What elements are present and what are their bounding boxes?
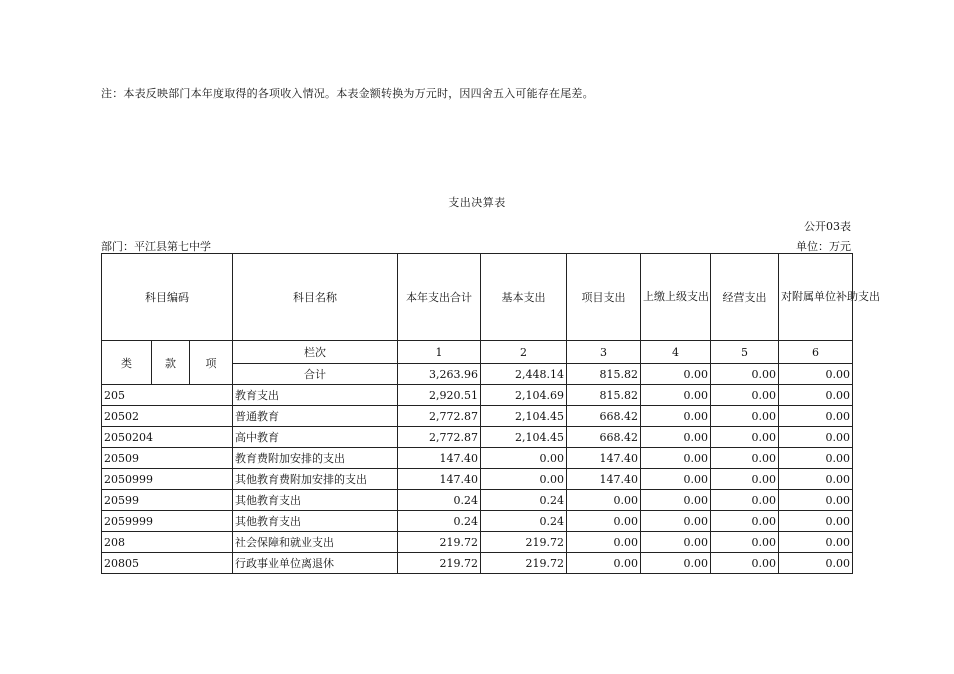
table-note: 注：本表反映部门本年度取得的各项收入情况。本表金额转换为万元时，因四舍五入可能存在尾差。	[101, 87, 594, 100]
row-code: 20509	[102, 448, 233, 469]
row-project: 668.42	[567, 427, 641, 448]
sum-upper: 0.00	[641, 364, 711, 385]
header-lanci: 栏次	[233, 341, 398, 364]
sum-business: 0.00	[711, 364, 779, 385]
sum-project: 815.82	[567, 364, 641, 385]
header-row	[102, 254, 853, 341]
table-row	[102, 385, 853, 406]
row-project: 0.00	[567, 511, 641, 532]
row-upper: 0.00	[641, 385, 711, 406]
row-subsidy: 0.00	[779, 532, 853, 553]
row-upper: 0.00	[641, 448, 711, 469]
header-xiang: 项	[190, 341, 233, 385]
row-upper: 0.00	[641, 511, 711, 532]
row-upper: 0.00	[641, 490, 711, 511]
row-code: 2050999	[102, 469, 233, 490]
row-basic: 219.72	[481, 532, 567, 553]
row-upper: 0.00	[641, 406, 711, 427]
row-name: 其他教育费附加安排的支出	[233, 469, 398, 490]
row-code: 208	[102, 532, 233, 553]
table-row	[102, 448, 853, 469]
form-number: 公开03表	[804, 220, 851, 233]
table-row	[102, 469, 853, 490]
row-basic: 0.24	[481, 490, 567, 511]
row-basic: 0.00	[481, 469, 567, 490]
col-index-5: 5	[711, 341, 779, 364]
row-project: 147.40	[567, 469, 641, 490]
row-total: 2,920.51	[398, 385, 481, 406]
header-upper: 上缴上级支出	[641, 254, 711, 341]
sum-basic: 2,448.14	[481, 364, 567, 385]
row-business: 0.00	[711, 448, 779, 469]
header-subsidy: 对附属单位补助支出	[779, 254, 853, 341]
row-name: 社会保障和就业支出	[233, 532, 398, 553]
row-subsidy: 0.00	[779, 490, 853, 511]
expenditure-table	[101, 253, 881, 574]
unit-label: 单位：万元	[796, 240, 851, 253]
row-subsidy: 0.00	[779, 469, 853, 490]
row-total: 147.40	[398, 448, 481, 469]
row-business: 0.00	[711, 511, 779, 532]
row-code: 20805	[102, 553, 233, 574]
sum-total: 3,263.96	[398, 364, 481, 385]
sum-subsidy: 0.00	[779, 364, 853, 385]
row-project: 0.00	[567, 532, 641, 553]
row-basic: 0.24	[481, 511, 567, 532]
col-index-6: 6	[779, 341, 853, 364]
row-subsidy: 0.00	[779, 553, 853, 574]
row-upper: 0.00	[641, 532, 711, 553]
row-total: 0.24	[398, 511, 481, 532]
row-basic: 2,104.45	[481, 427, 567, 448]
table-row	[102, 427, 853, 448]
row-basic: 2,104.69	[481, 385, 567, 406]
row-code: 2050204	[102, 427, 233, 448]
header-kuan: 款	[152, 341, 190, 385]
row-name: 高中教育	[233, 427, 398, 448]
table-row	[102, 532, 853, 553]
row-subsidy: 0.00	[779, 385, 853, 406]
sum-label: 合计	[233, 364, 398, 385]
col-index-3: 3	[567, 341, 641, 364]
col-index-1: 1	[398, 341, 481, 364]
table-row	[102, 490, 853, 511]
department-label: 部门：平江县第七中学	[101, 240, 211, 253]
row-name: 教育费附加安排的支出	[233, 448, 398, 469]
row-business: 0.00	[711, 553, 779, 574]
table-row	[102, 553, 853, 574]
row-upper: 0.00	[641, 469, 711, 490]
row-code: 20502	[102, 406, 233, 427]
header-code: 科目编码	[102, 254, 233, 341]
row-project: 668.42	[567, 406, 641, 427]
row-basic: 0.00	[481, 448, 567, 469]
row-total: 147.40	[398, 469, 481, 490]
col-index-4: 4	[641, 341, 711, 364]
row-subsidy: 0.00	[779, 427, 853, 448]
row-project: 147.40	[567, 448, 641, 469]
row-subsidy: 0.00	[779, 406, 853, 427]
row-total: 219.72	[398, 532, 481, 553]
row-project: 0.00	[567, 553, 641, 574]
col-index-2: 2	[481, 341, 567, 364]
row-total: 2,772.87	[398, 406, 481, 427]
row-basic: 219.72	[481, 553, 567, 574]
row-business: 0.00	[711, 490, 779, 511]
row-name: 其他教育支出	[233, 511, 398, 532]
row-name: 教育支出	[233, 385, 398, 406]
row-subsidy: 0.00	[779, 448, 853, 469]
header-project: 项目支出	[567, 254, 641, 341]
row-subsidy: 0.00	[779, 511, 853, 532]
header-business: 经营支出	[711, 254, 779, 341]
table-row	[102, 406, 853, 427]
row-code: 2059999	[102, 511, 233, 532]
row-business: 0.00	[711, 385, 779, 406]
row-name: 行政事业单位离退休	[233, 553, 398, 574]
row-business: 0.00	[711, 427, 779, 448]
row-project: 0.00	[567, 490, 641, 511]
header-lei: 类	[102, 341, 152, 385]
row-total: 219.72	[398, 553, 481, 574]
page-title: 支出决算表	[448, 196, 506, 209]
row-name: 普通教育	[233, 406, 398, 427]
row-upper: 0.00	[641, 553, 711, 574]
row-code: 205	[102, 385, 233, 406]
row-business: 0.00	[711, 532, 779, 553]
column-index-row	[102, 341, 853, 364]
row-business: 0.00	[711, 406, 779, 427]
header-name: 科目名称	[233, 254, 398, 341]
row-project: 815.82	[567, 385, 641, 406]
header-total: 本年支出合计	[398, 254, 481, 341]
row-business: 0.00	[711, 469, 779, 490]
row-basic: 2,104.45	[481, 406, 567, 427]
row-name: 其他教育支出	[233, 490, 398, 511]
table-row	[102, 511, 853, 532]
header-basic: 基本支出	[481, 254, 567, 341]
row-total: 0.24	[398, 490, 481, 511]
row-total: 2,772.87	[398, 427, 481, 448]
row-upper: 0.00	[641, 427, 711, 448]
row-code: 20599	[102, 490, 233, 511]
